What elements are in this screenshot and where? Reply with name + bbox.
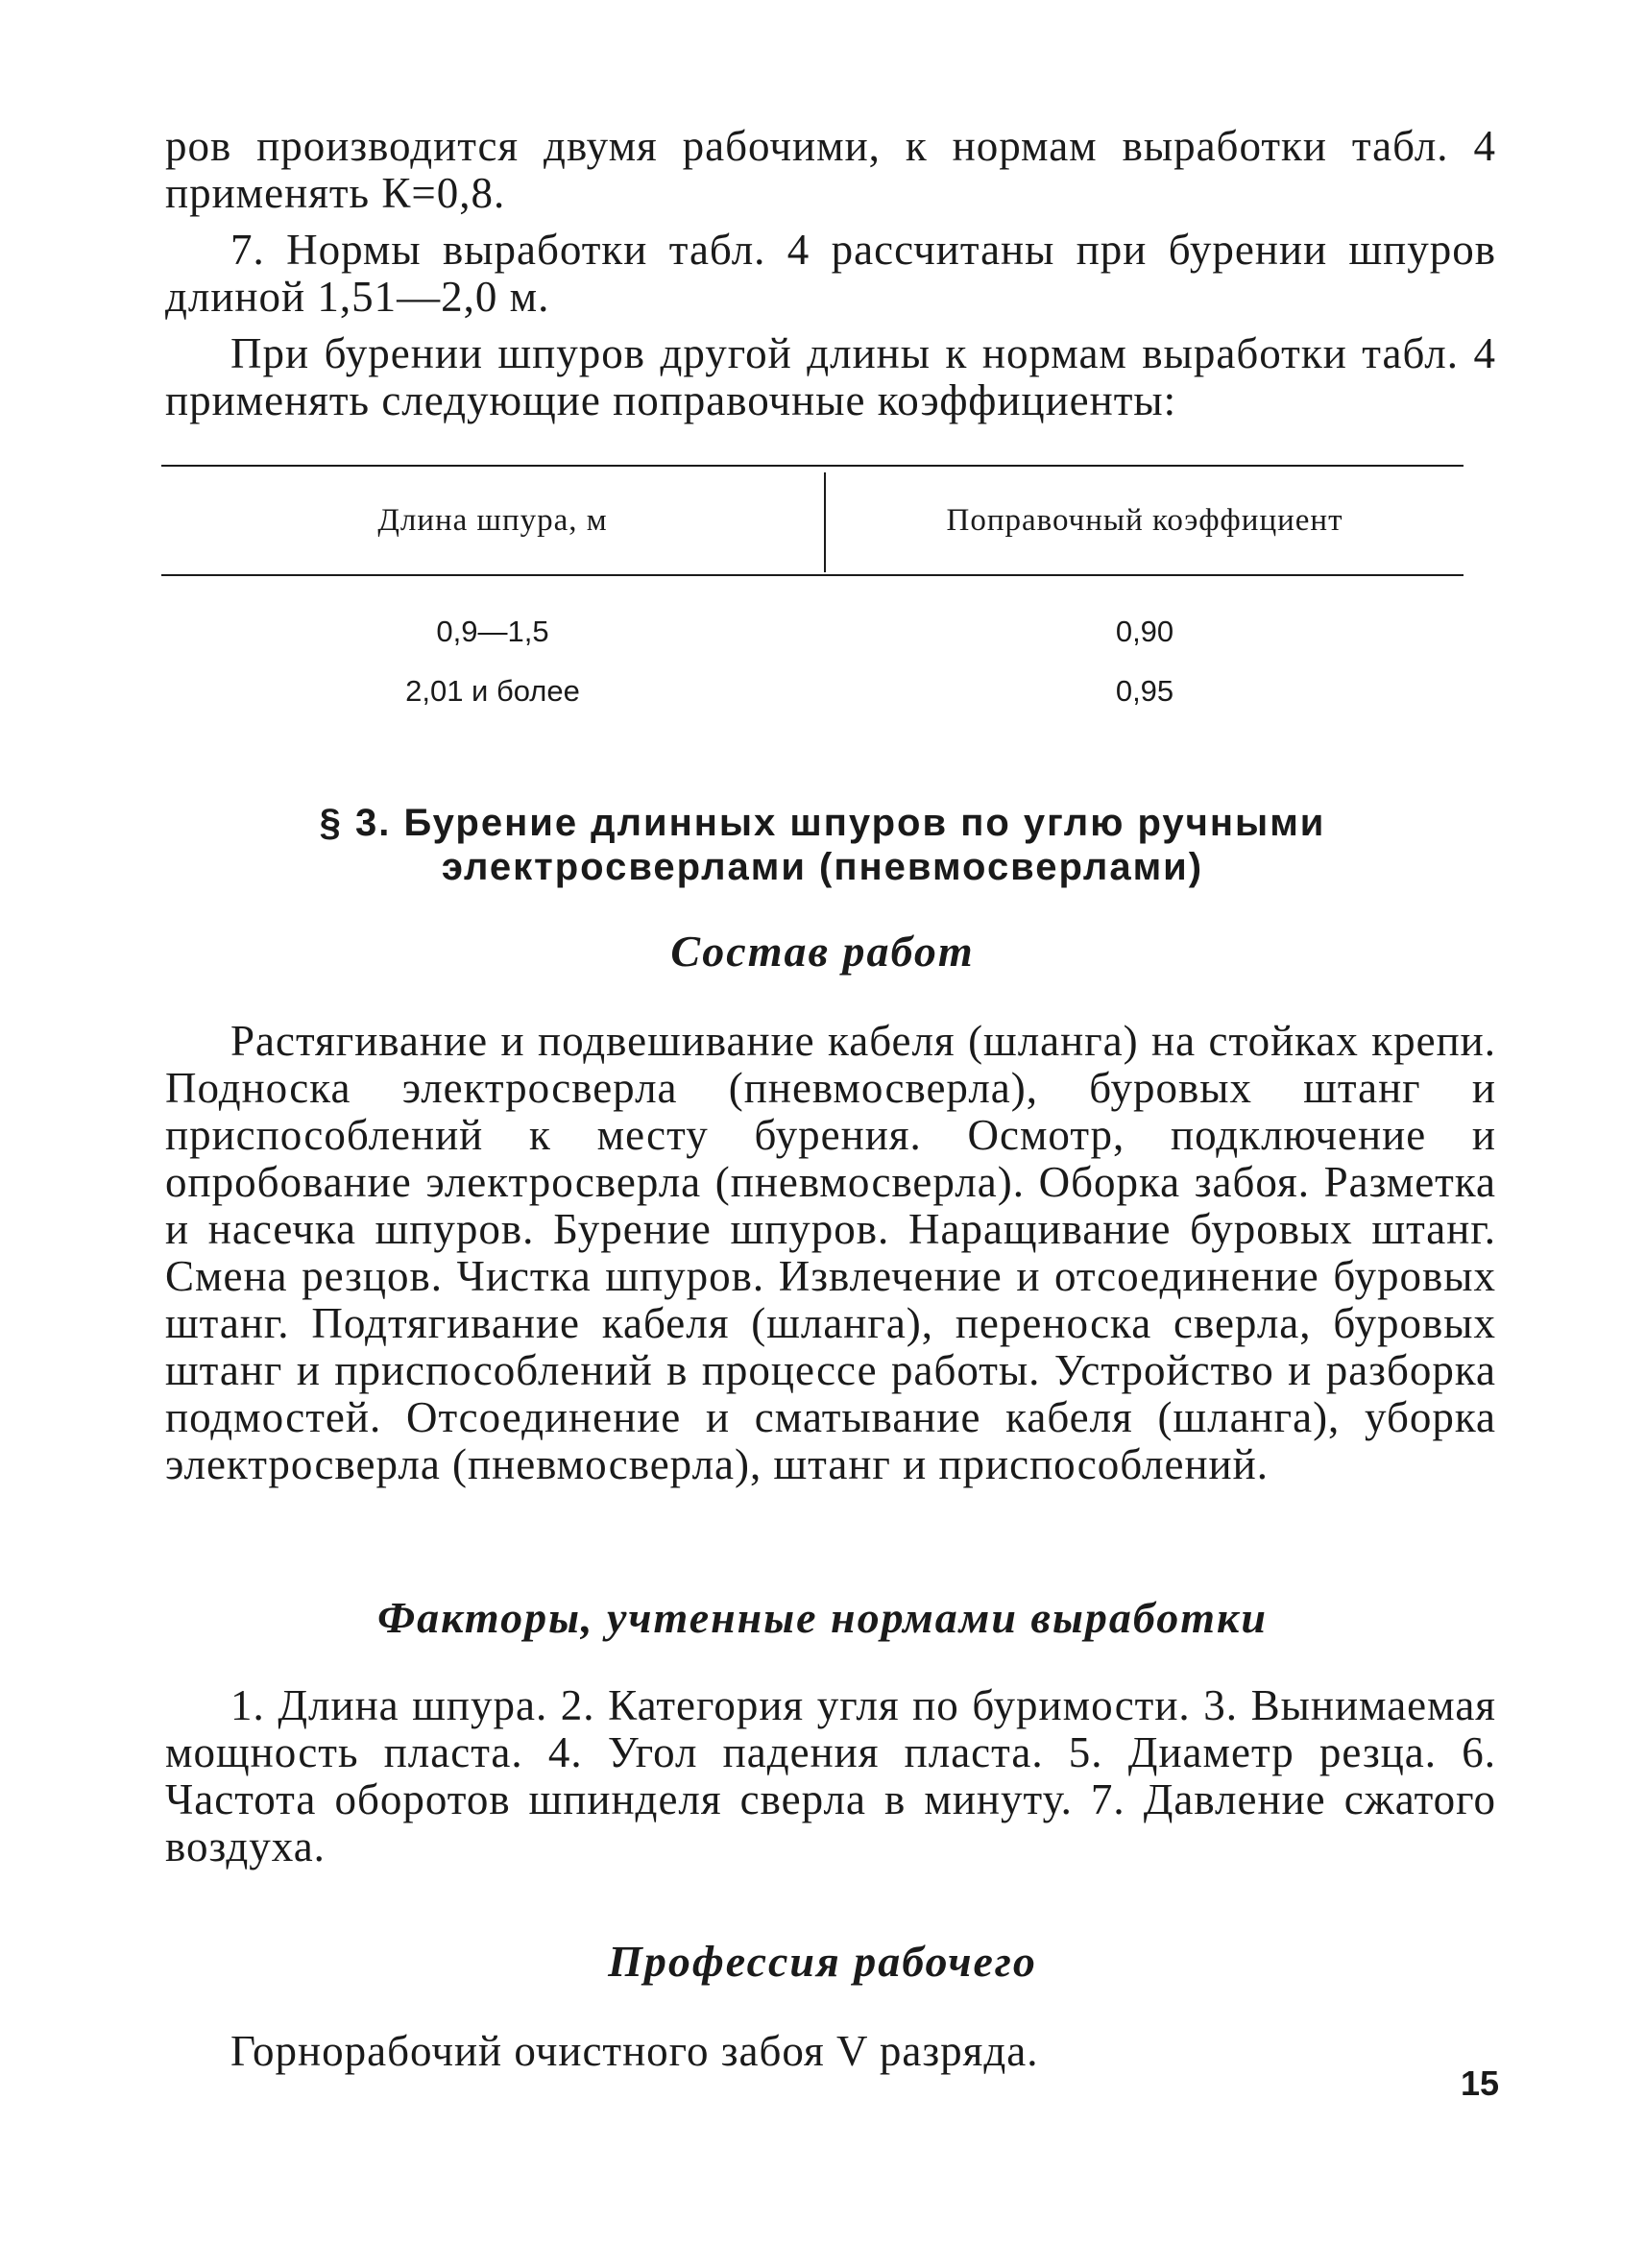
table-cell-coefficient: 0,90 bbox=[1115, 615, 1174, 648]
section-title-line-2: электросверлами (пневмосверлами) bbox=[441, 846, 1204, 888]
table-header-rule bbox=[161, 574, 1464, 576]
composition-heading: Состав работ bbox=[670, 927, 975, 976]
paragraph-correction-coefficients: При бурении шпуров другой длины к нормам выработки табл. 4 применять следующие поправочные коэффициенты: bbox=[165, 329, 1496, 424]
table-header-length: Длина шпура, м bbox=[377, 503, 608, 538]
factors-text: 1. Длина шпура. 2. Категория угля по буримости. 3. Вынимаемая мощность пласта. 4. Угол падения пласта. 5. Диаметр резца. 6. Частота оборотов шпинделя сверла в минуту. 7. Давление сжатого воздуха. bbox=[165, 1681, 1496, 1870]
paragraph-intro: ров производится двумя рабочими, к нормам выработки табл. 4 применять К=0,8. bbox=[165, 122, 1496, 217]
section-title-line-1: § 3. Бурение длинных шпуров по углю ручными bbox=[319, 802, 1326, 844]
composition-text: Растягивание и подвешивание кабеля (шланга) на стойках крепи. Подноска электросверла (пневмосверла), буровых штанг и приспособлений к месту бурения. Осмотр, подключение и опробование электросверла (пневмосверла). Оборка забоя. Разметка и насечка шпуров. Бурение шпуров. Наращивание буровых штанг. Смена резцов. Чистка шпуров. Извлечение и отсоединение буровых штанг. Подтягивание кабеля (шланга), переноска сверла, буровых штанг и приспособлений в процессе работы. Устройство и разборка подмостей. Отсоединение и сматывание кабеля (шланга), уборка электросверла (пневмосверла), штанг и приспособлений. bbox=[165, 1017, 1496, 1488]
table-header-coefficient: Поправочный коэффициент bbox=[946, 503, 1343, 538]
profession-heading: Профессия рабочего bbox=[608, 1937, 1037, 1986]
table-cell-length: 0,9—1,5 bbox=[436, 615, 549, 648]
table-cell-length: 2,01 и более bbox=[405, 674, 580, 708]
section-title bbox=[0, 801, 1645, 889]
profession-text: Горнорабочий очистного забоя V разряда. bbox=[230, 2027, 1039, 2075]
table-cell-coefficient: 0,95 bbox=[1115, 674, 1174, 708]
paragraph-note-7: 7. Нормы выработки табл. 4 рассчитаны при бурении шпуров длиной 1,51—2,0 м. bbox=[165, 226, 1496, 321]
page-number: 15 bbox=[1460, 2063, 1499, 2103]
factors-heading: Факторы, учтенные нормами выработки bbox=[377, 1593, 1268, 1642]
table-top-rule bbox=[161, 465, 1464, 467]
